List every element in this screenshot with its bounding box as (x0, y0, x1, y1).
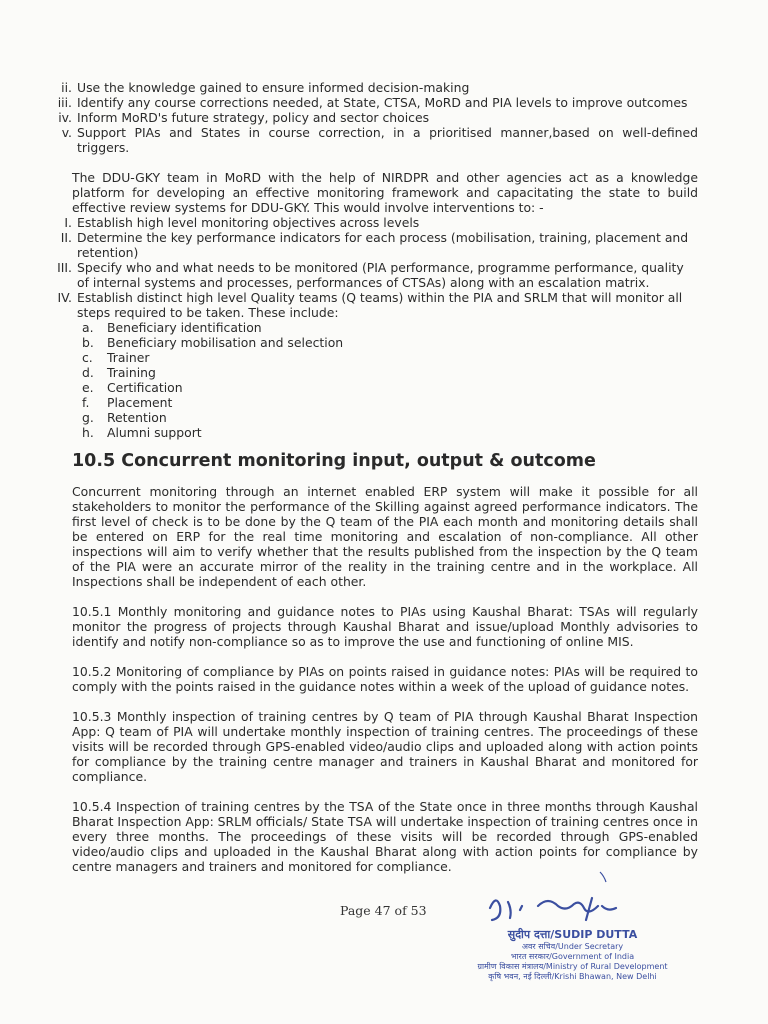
list-item: d. Training (82, 365, 156, 380)
list-item: III. Specify who and what needs to be monitored (PIA performance, programme performance, quality of internal systems and processes, performances of CTSAs) along with an escalation matrix. (57, 260, 684, 290)
stamp-line: ग्रामीण विकास मंत्रालय/Ministry of Rural Development (477, 962, 668, 971)
list-item: e. Certification (82, 380, 183, 395)
list-item: a. Beneficiary identification (82, 320, 262, 335)
official-stamp (440, 888, 680, 998)
stamp-text (470, 928, 675, 982)
list-item: iv. Inform MoRD's future strategy, policy and sector choices (58, 110, 430, 125)
list-item: IV. Establish distinct high level Quality teams (Q teams) within the PIA and SRLM that will monitor all steps required to be taken. These include: (57, 290, 683, 320)
tick-mark-icon (598, 870, 610, 884)
page-number: Page 47 of 53 (340, 903, 427, 918)
list-item: g. Retention (82, 410, 167, 425)
stamp-line: कृषि भवन, नई दिल्ली/Krishi Bhawan, New Delhi (488, 972, 657, 981)
document-page (57, 80, 698, 874)
body-paragraph: Concurrent monitoring through an internet enabled ERP system will make it possible for all stakeholders to monitor the performance of the Skilling against agreed performance indicators. The first level of check is to be done by the Q team of the PIA each month and monitoring details shall be entered on ERP for the real time monitoring and escalation of non-compliance. All other inspections will aim to verify whether that the results published from the inspection by the Q team of the PIA were an accurate mirror of the reality in the training centre and in the workplace. All Inspections shall be independent of each other. (72, 484, 698, 589)
list-item: iii. Identify any course corrections needed, at State, CTSA, MoRD and PIA levels to improve outcomes (57, 95, 688, 110)
list-item: f. Placement (82, 395, 173, 410)
body-paragraph: 10.5.2 Monitoring of compliance by PIAs on points raised in guidance notes: PIAs will be required to comply with the points raised in the guidance notes within a week of the upload of guidance notes. (72, 664, 698, 694)
body-paragraph: 10.5.1 Monthly monitoring and guidance notes to PIAs using Kaushal Bharat: TSAs will regularly monitor the progress of projects through Kaushal Bharat and issue/upload Monthly advisories to identify and notify non-compliance so as to improve the use and functioning of online MIS. (72, 604, 698, 649)
list-item: ii. Use the knowledge gained to ensure informed decision-making (61, 80, 470, 95)
stamp-line: अवर सचिव/Under Secretary (521, 942, 624, 951)
objectives-list (57, 80, 698, 155)
body-paragraph: 10.5.4 Inspection of training centres by the TSA of the State once in three months through Kaushal Bharat Inspection App: SRLM officials/ State TSA will undertake inspection of training centres once in every three months. The proceedings of these visits will be recorded through GPS-enabled video/audio clips and uploaded in the Kaushal Bharat along with action points for compliance by centre managers and trainers and monitored for compliance. (72, 799, 698, 874)
list-item: I. Establish high level monitoring objectives across levels (64, 215, 420, 230)
body-paragraph: 10.5.3 Monthly inspection of training centres by Q team of PIA through Kaushal Bharat Inspection App: Q team of PIA will undertake monthly inspection of training centres. The proceedings of these visits will be recorded through GPS-enabled video/audio clips and uploaded along with action points for compliance by the training centre manager and trainers in Kaushal Bharat and monitored for compliance. (72, 709, 698, 784)
stamp-name: सुदीप दत्ता/SUDIP DUTTA (507, 928, 638, 941)
list-item: h. Alumni support (82, 425, 202, 440)
stamp-line: भारत सरकार/Government of India (510, 952, 635, 961)
list-item: c. Trainer (82, 350, 150, 365)
interventions-list (57, 215, 698, 320)
signature-icon (480, 888, 660, 928)
list-item: b. Beneficiary mobilisation and selection (82, 335, 344, 350)
list-item: II. Determine the key performance indicators for each process (mobilisation, training, placement and retention) (60, 230, 689, 260)
intro-paragraph: The DDU-GKY team in MoRD with the help of NIRDPR and other agencies act as a knowledge platform for developing an effective monitoring framework and capacitating the state to build effective review systems for DDU-GKY. This would involve interventions to: - (72, 170, 698, 215)
steps-list (82, 320, 698, 440)
section-heading: 10.5 Concurrent monitoring input, output & outcome (72, 451, 596, 471)
list-item: v. Support PIAs and States in course correction, in a prioritised manner,based on well-defined triggers. (61, 125, 698, 155)
